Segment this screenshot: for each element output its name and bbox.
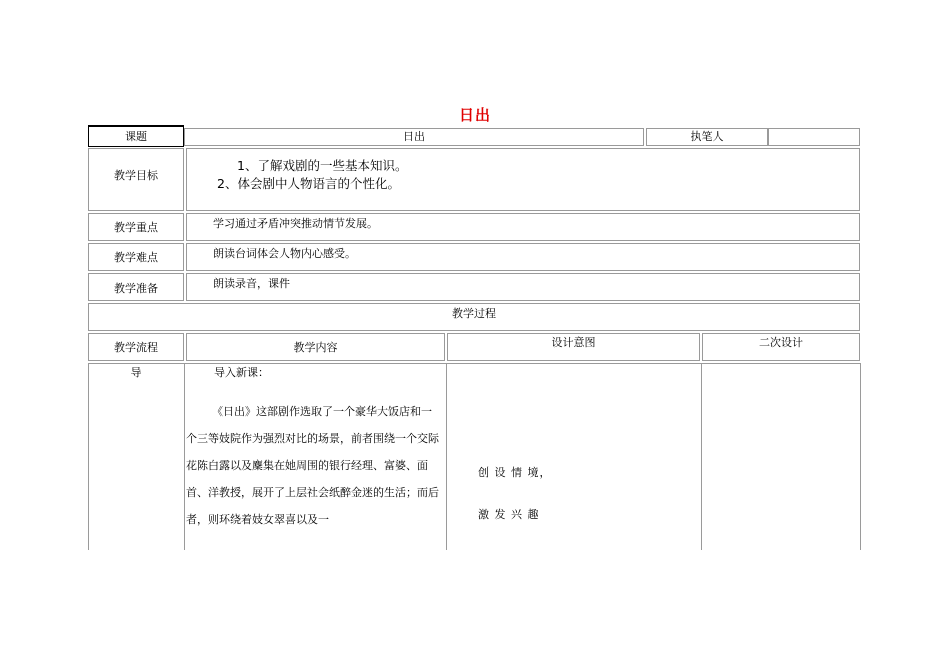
author-label-cell bbox=[646, 128, 768, 146]
document-title: 日出 bbox=[458, 106, 491, 124]
course-label: 课题 bbox=[125, 130, 147, 143]
intent-header: 设计意图 bbox=[551, 336, 596, 349]
content-body-clip bbox=[186, 398, 444, 548]
goals-label-cell bbox=[88, 148, 184, 211]
author-label: 执笔人 bbox=[690, 130, 724, 143]
intent-line-2: 激 发 兴 趣 bbox=[478, 508, 540, 521]
process-header-cell bbox=[88, 303, 860, 331]
author-value-cell bbox=[768, 128, 860, 146]
difficulty-label-cell bbox=[88, 243, 184, 271]
content-body: 《日出》这部剧作选取了一个豪华大饭店和一个三等妓院作为强烈对比的场景，前者围绕一个交际花陈白露以及麇集在她周围的银行经理、富婆、面首、洋教授，展开了上层社会纸醉金迷的生活；而后者，则环绕着妓女翠喜以及一 bbox=[186, 405, 439, 526]
key-label-cell bbox=[88, 213, 184, 241]
table-border bbox=[88, 363, 860, 364]
table-border bbox=[88, 363, 89, 550]
content-header-cell bbox=[186, 333, 445, 361]
prep-value: 朗读录音，课件 bbox=[213, 277, 290, 290]
intent-line-1: 创 设 情 境， bbox=[478, 466, 552, 479]
goal-item-2: 2、体会剧中人物语言的个性化。 bbox=[217, 176, 400, 191]
content-title: 导入新课： bbox=[214, 366, 269, 379]
course-label-cell bbox=[88, 126, 184, 147]
difficulty-value: 朗读台词体会人物内心感受。 bbox=[213, 247, 356, 260]
table-border bbox=[446, 363, 447, 550]
goals-label: 教学目标 bbox=[114, 169, 158, 182]
intent-header-cell bbox=[447, 333, 700, 361]
key-label: 教学重点 bbox=[114, 221, 158, 234]
table-border bbox=[184, 363, 185, 550]
course-value-cell bbox=[184, 128, 644, 146]
second-header: 二次设计 bbox=[759, 336, 803, 349]
prep-label: 教学准备 bbox=[114, 282, 158, 295]
course-value: 日出 bbox=[403, 130, 425, 143]
key-value: 学习通过矛盾冲突推动情节发展。 bbox=[213, 217, 378, 230]
flow-step: 导 bbox=[130, 366, 142, 379]
content-header: 教学内容 bbox=[293, 341, 338, 354]
flow-header: 教学流程 bbox=[114, 341, 158, 354]
difficulty-label: 教学难点 bbox=[114, 251, 158, 264]
key-value-cell bbox=[186, 213, 860, 241]
prep-label-cell bbox=[88, 273, 184, 301]
difficulty-value-cell bbox=[186, 243, 860, 271]
table-border bbox=[701, 363, 702, 550]
goal-item-1: 1、了解戏剧的一些基本知识。 bbox=[237, 158, 408, 173]
process-header: 教学过程 bbox=[452, 307, 496, 320]
prep-value-cell bbox=[186, 273, 860, 301]
flow-header-cell bbox=[88, 333, 184, 361]
table-border bbox=[860, 363, 861, 550]
second-header-cell bbox=[702, 333, 860, 361]
goals-value-cell bbox=[186, 148, 860, 211]
